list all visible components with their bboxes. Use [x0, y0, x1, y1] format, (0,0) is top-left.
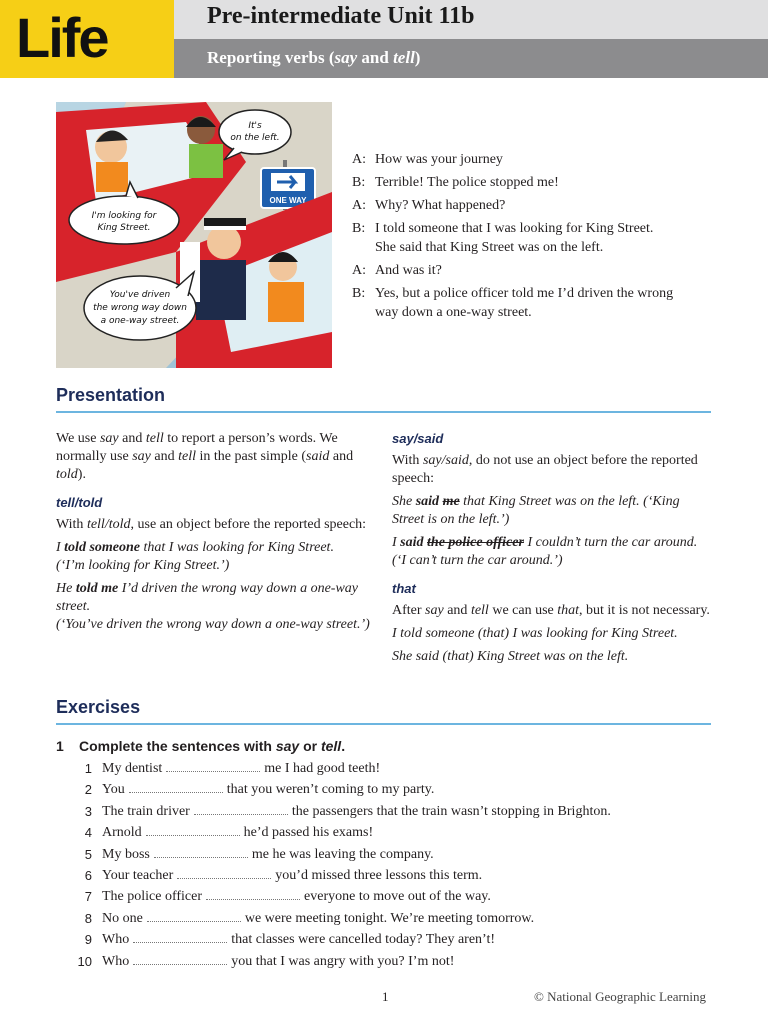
txt: No one	[102, 910, 143, 926]
line-text: And was it?	[375, 263, 442, 278]
em: tell	[178, 449, 196, 464]
tell-told-example-1	[56, 539, 378, 575]
em: say	[99, 431, 119, 446]
answer-blank[interactable]	[129, 780, 223, 793]
txt: I’d driven the wrong way down a one-way street.	[56, 581, 358, 614]
txt: My boss	[102, 846, 150, 862]
em: said	[306, 449, 330, 464]
txt: The train driver	[102, 803, 190, 819]
presentation-heading: Presentation	[56, 385, 166, 405]
cartoon-illustration	[56, 102, 332, 368]
subtitle-say: say	[334, 48, 358, 67]
txt: that I was looking for King Street.	[140, 540, 334, 555]
bubble2-line2: King Street.	[97, 223, 151, 233]
item-sentence	[102, 865, 482, 886]
txt: the passengers that the train wasn’t stopping in Brighton.	[291, 803, 611, 819]
exercise-instruction	[56, 738, 345, 754]
bold: said	[400, 535, 424, 550]
txt: You	[102, 782, 125, 798]
life-logo	[0, 0, 174, 78]
that-example-1	[392, 625, 712, 643]
txt: he’d passed his exams!	[243, 825, 374, 841]
em: tell	[320, 738, 342, 754]
answer-blank[interactable]	[194, 802, 288, 815]
subtitle-prefix: Reporting verbs (	[207, 48, 335, 67]
item-number: 6	[84, 867, 92, 883]
txt: The police officer	[102, 889, 203, 905]
txt: everyone to move out of the way.	[304, 889, 491, 905]
answer-blank[interactable]	[133, 930, 227, 943]
subtitle-tell: tell	[393, 48, 415, 67]
speaker: B:	[352, 175, 366, 190]
txt: , use an object before the reported speech:	[130, 517, 367, 532]
speaker: A:	[352, 263, 366, 278]
logo-text: Life	[16, 6, 108, 69]
txt: in the past simple (	[196, 449, 307, 464]
txt: Arnold	[102, 825, 142, 841]
say-said-rule	[392, 452, 712, 488]
txt: I	[392, 535, 401, 550]
item-sentence	[102, 758, 380, 779]
quote: (‘I can’t turn the car around.’)	[392, 553, 563, 568]
txt: With	[56, 517, 87, 532]
dialogue	[352, 150, 732, 326]
item-number: 7	[84, 889, 92, 905]
answer-blank[interactable]	[154, 845, 248, 858]
copyright-notice: © National Geographic Learning	[534, 989, 706, 1004]
txt: to report a person’s words. We normally use	[56, 431, 338, 464]
line-part: way down a one-way street.	[375, 305, 532, 320]
page-title: Pre-intermediate Unit 11b	[207, 3, 475, 29]
txt: Your teacher	[102, 867, 174, 883]
item-number: 3	[84, 803, 92, 819]
one-way-sign-text: ONE WAY	[269, 196, 307, 205]
speaker: A:	[352, 152, 366, 167]
line-text: Why? What happened?	[375, 198, 506, 213]
line-text: Terrible! The police stopped me!	[375, 175, 559, 190]
dialogue-line	[352, 196, 732, 215]
cartoon-svg	[56, 102, 332, 368]
answer-blank[interactable]	[146, 823, 240, 836]
txt: He	[56, 581, 76, 596]
answer-blank[interactable]	[177, 866, 271, 879]
example-text	[56, 540, 334, 573]
item-sentence	[102, 844, 434, 865]
bubble1-line2: on the left.	[230, 133, 280, 143]
txt: we were meeting tonight. We’re meeting tomorrow.	[244, 910, 535, 926]
txt: , but it is not necessary.	[579, 603, 710, 618]
dialogue-line	[352, 150, 732, 169]
presentation-rule	[56, 411, 711, 413]
struck-word: the police officer	[427, 535, 524, 550]
txt: We use	[56, 431, 100, 446]
txt: Who	[102, 953, 130, 969]
txt: and	[150, 449, 179, 464]
quote: (‘You’ve driven the wrong way down a one-way street.’)	[56, 617, 370, 632]
tell-told-example-2	[56, 580, 378, 634]
em: say	[132, 449, 151, 464]
answer-blank[interactable]	[147, 909, 241, 922]
speaker: B:	[352, 286, 366, 301]
item-sentence	[102, 822, 373, 843]
item-number: 1	[84, 761, 92, 776]
bubble3-line2: the wrong way down	[93, 303, 187, 313]
line-part: I told someone that I was looking for King Street.	[375, 221, 654, 236]
line-text	[375, 219, 732, 257]
that-rule	[392, 602, 712, 620]
item-number: 4	[84, 825, 92, 841]
that-example-2	[392, 648, 712, 666]
exercises-rule	[56, 723, 711, 725]
tell-told-heading: tell/told	[56, 495, 103, 510]
dialogue-line	[352, 173, 732, 192]
item-sentence	[102, 951, 454, 972]
bubble1-line1: It's	[248, 121, 262, 131]
exercise-number: 1	[56, 738, 64, 754]
line-text: How was your journey	[375, 152, 503, 167]
bold: said	[415, 494, 440, 509]
txt: me he was leaving the company.	[251, 846, 434, 862]
title-bar	[174, 0, 768, 39]
item-number: 2	[84, 782, 92, 798]
txt: , do not use an object before the reported speech:	[392, 453, 698, 486]
txt: I	[56, 540, 65, 555]
txt: Complete the sentences with	[79, 738, 276, 754]
txt: and	[329, 449, 354, 464]
bold: told me	[75, 581, 119, 596]
txt: we can use	[488, 603, 558, 618]
txt: .	[341, 738, 346, 754]
txt: She	[392, 494, 416, 509]
page-subtitle	[207, 48, 420, 68]
item-sentence	[102, 908, 534, 929]
speaker: A:	[352, 198, 366, 213]
em: tell/told	[86, 517, 131, 532]
txt: that King Street was on the left. (‘King Street is on the left.’)	[392, 494, 680, 527]
bubble3-line1: You've driven	[109, 290, 171, 300]
txt: you’d missed three lessons this term.	[275, 867, 483, 883]
bubble2-line1: I'm looking for	[91, 211, 157, 221]
subtitle-bar	[174, 39, 768, 78]
line-part: Yes, but a police officer told me I’d driven the wrong	[375, 286, 674, 301]
intro-paragraph	[56, 430, 378, 484]
item-sentence	[102, 801, 611, 822]
speaker: B:	[352, 221, 366, 236]
txt: I couldn’t turn the car around.	[523, 535, 698, 550]
page-number: 1	[382, 989, 389, 1004]
item-sentence	[102, 929, 495, 950]
em: say/said	[422, 453, 469, 468]
say-said-example-2	[392, 534, 712, 570]
presentation-left-column	[56, 430, 378, 639]
txt: and	[118, 431, 146, 446]
tell-told-rule	[56, 516, 378, 534]
em: say	[275, 738, 300, 754]
dialogue-line	[352, 261, 732, 280]
example-text	[56, 581, 370, 632]
say-said-heading: say/said	[392, 431, 444, 446]
answer-blank[interactable]	[206, 887, 300, 900]
subtitle-suffix: )	[414, 48, 421, 67]
em: tell	[145, 431, 164, 446]
dialogue-line	[352, 284, 732, 322]
txt: My dentist	[102, 761, 163, 776]
item-number: 8	[84, 910, 92, 926]
txt: you that I was angry with you? I’m not!	[231, 953, 455, 969]
item-sentence	[102, 779, 434, 800]
line-part: She said that King Street was on the left.	[375, 240, 604, 255]
txt: me I had good teeth!	[264, 761, 381, 776]
example-text	[392, 494, 680, 527]
txt: that you weren’t coming to my party.	[226, 782, 435, 798]
item-number: 5	[84, 846, 92, 862]
bold: told someone	[64, 540, 141, 555]
line-text	[375, 284, 732, 322]
struck-word: me	[442, 494, 460, 509]
example-text: I told someone (that) I was looking for King Street.	[392, 626, 678, 641]
item-number: 10	[77, 953, 92, 969]
txt: ).	[77, 467, 86, 482]
item-sentence	[102, 886, 491, 907]
txt: With	[392, 453, 423, 468]
subtitle-and: and	[357, 48, 394, 67]
em: that	[557, 603, 580, 618]
answer-blank[interactable]	[166, 759, 260, 772]
exercises-heading: Exercises	[56, 697, 141, 717]
em: tell	[470, 603, 489, 618]
that-heading: that	[392, 581, 416, 596]
txt: Who	[102, 932, 130, 948]
presentation-right-column	[392, 430, 712, 671]
txt: that classes were cancelled today? They aren’t!	[231, 932, 496, 948]
em: told	[56, 467, 78, 482]
say-said-example-1	[392, 493, 712, 529]
example-text: She said (that) King Street was on the left.	[392, 649, 629, 664]
example-text	[392, 535, 697, 568]
dialogue-line	[352, 219, 732, 257]
item-number: 9	[84, 932, 92, 948]
em: say	[425, 603, 444, 618]
txt: and	[443, 603, 471, 618]
bubble3-line3: a one-way street.	[100, 316, 180, 326]
txt: After	[392, 603, 426, 618]
txt: or	[299, 738, 321, 754]
answer-blank[interactable]	[133, 952, 227, 965]
quote: (‘I’m looking for King Street.’)	[56, 558, 230, 573]
